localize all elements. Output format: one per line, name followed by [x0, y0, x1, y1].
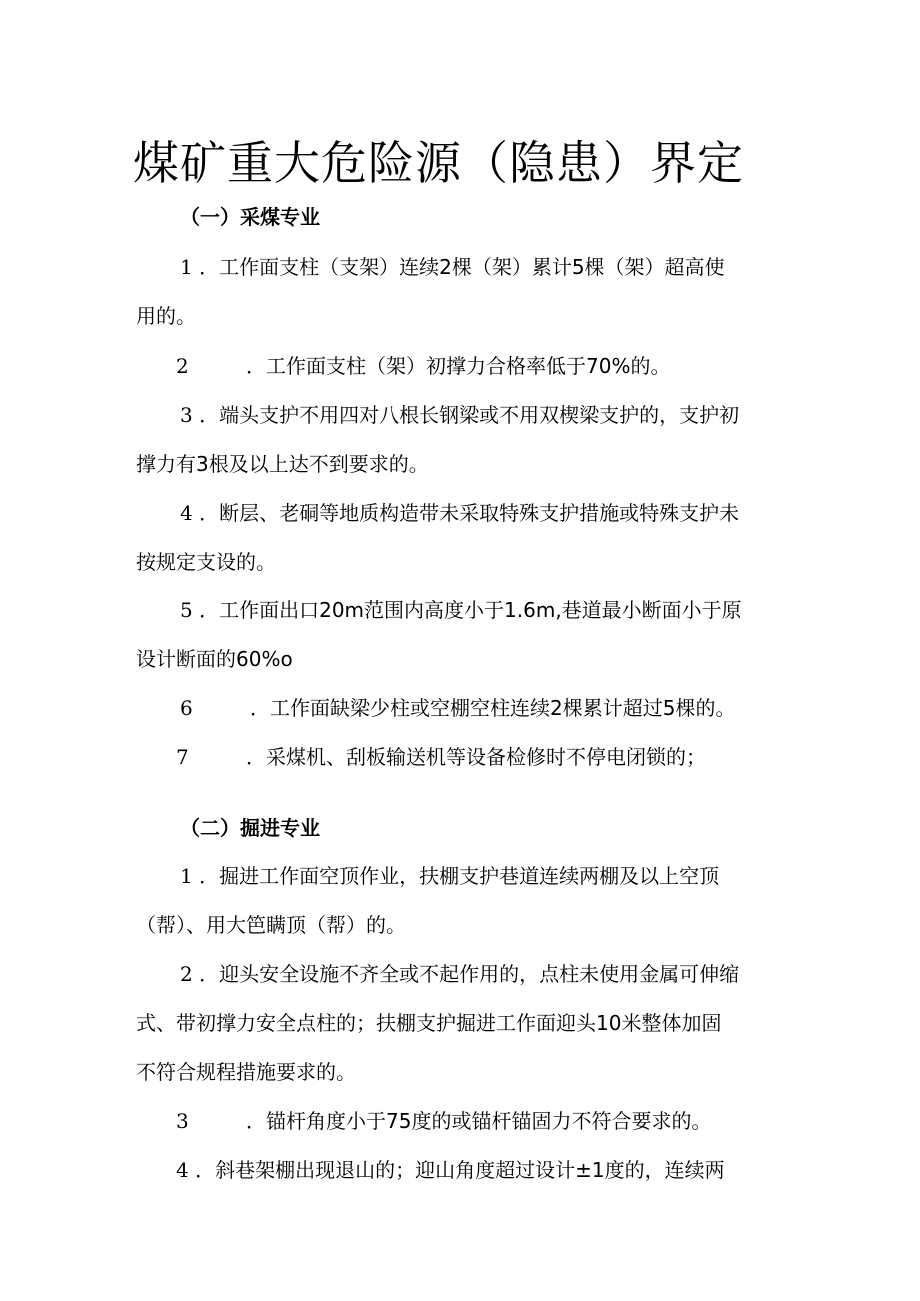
item-text: ．迎头安全设施不齐全或不起作用的，点柱未使用金属可伸缩 [199, 962, 740, 986]
item-number: 4 [180, 501, 193, 525]
list-item [180, 594, 742, 623]
item-text-continued: 设计断面的60%o [136, 647, 293, 671]
item-text-continued: 不符合规程措施要求的。 [136, 1060, 356, 1084]
list-item [180, 251, 725, 280]
item-number: 7 [176, 745, 189, 769]
list-item [180, 692, 735, 721]
item-number: 4 [176, 1158, 189, 1182]
item-text-continued: 撑力有3根及以上达不到要求的。 [136, 452, 429, 476]
item-number: 2 [176, 354, 189, 378]
list-item [180, 399, 739, 428]
item-number: 3 [180, 403, 193, 427]
item-text: ．掘进工作面空顶作业，扶棚支护巷道连续两棚及以上空顶 [199, 864, 720, 888]
item-text: ．工作面支柱（支架）连续2棵（架）累计5棵（架）超高使 [199, 255, 725, 279]
item-text: ．工作面缺梁少柱或空棚空柱连续2棵累计超过5棵的。 [250, 696, 736, 720]
list-item [176, 1154, 725, 1183]
item-number: 2 [180, 962, 193, 986]
item-text-continued: 按规定支设的。 [136, 550, 276, 574]
list-item [180, 860, 719, 889]
item-text: ．工作面支柱（架）初撑力合格率低于70%的。 [246, 354, 671, 378]
section-heading-tunneling: （二）掘进专业 [180, 816, 320, 840]
item-number: 5 [180, 598, 193, 622]
item-text: ．采煤机、刮板输送机等设备检修时不停电闭锁的； [246, 745, 706, 769]
item-text-continued: 式、带初撑力安全点柱的；扶棚支护掘进工作面迎头10米整体加固 [136, 1011, 722, 1035]
item-number: 3 [176, 1109, 189, 1133]
list-item [176, 1105, 711, 1134]
item-number: 1 [180, 864, 193, 888]
item-text: ．端头支护不用四对八根长钢梁或不用双楔梁支护的，支护初 [199, 403, 740, 427]
list-item [176, 741, 706, 770]
item-text: ．锚杆角度小于75度的或锚杆锚固力不符合要求的。 [246, 1109, 712, 1133]
item-text: ．工作面出口20m范围内高度小于1.6m,巷道最小断面小于原 [199, 598, 742, 622]
item-number: 6 [180, 696, 193, 720]
list-item [180, 958, 739, 987]
list-item [176, 350, 670, 379]
item-text: ．断层、老硐等地质构造带未采取特殊支护措施或特殊支护未 [199, 501, 740, 525]
item-text-continued: （帮）、用大笆瞒顶（帮）的。 [136, 913, 406, 937]
item-number: 1 [180, 255, 193, 279]
item-text-continued: 用的。 [136, 304, 196, 328]
page-title: 煤矿重大危险源（隐患）界定 [133, 136, 744, 190]
section-heading-mining: （一）采煤专业 [180, 205, 320, 229]
list-item [180, 497, 739, 526]
item-text: ．斜巷架棚出现退山的；迎山角度超过设计±1度的，连续两 [195, 1158, 725, 1182]
